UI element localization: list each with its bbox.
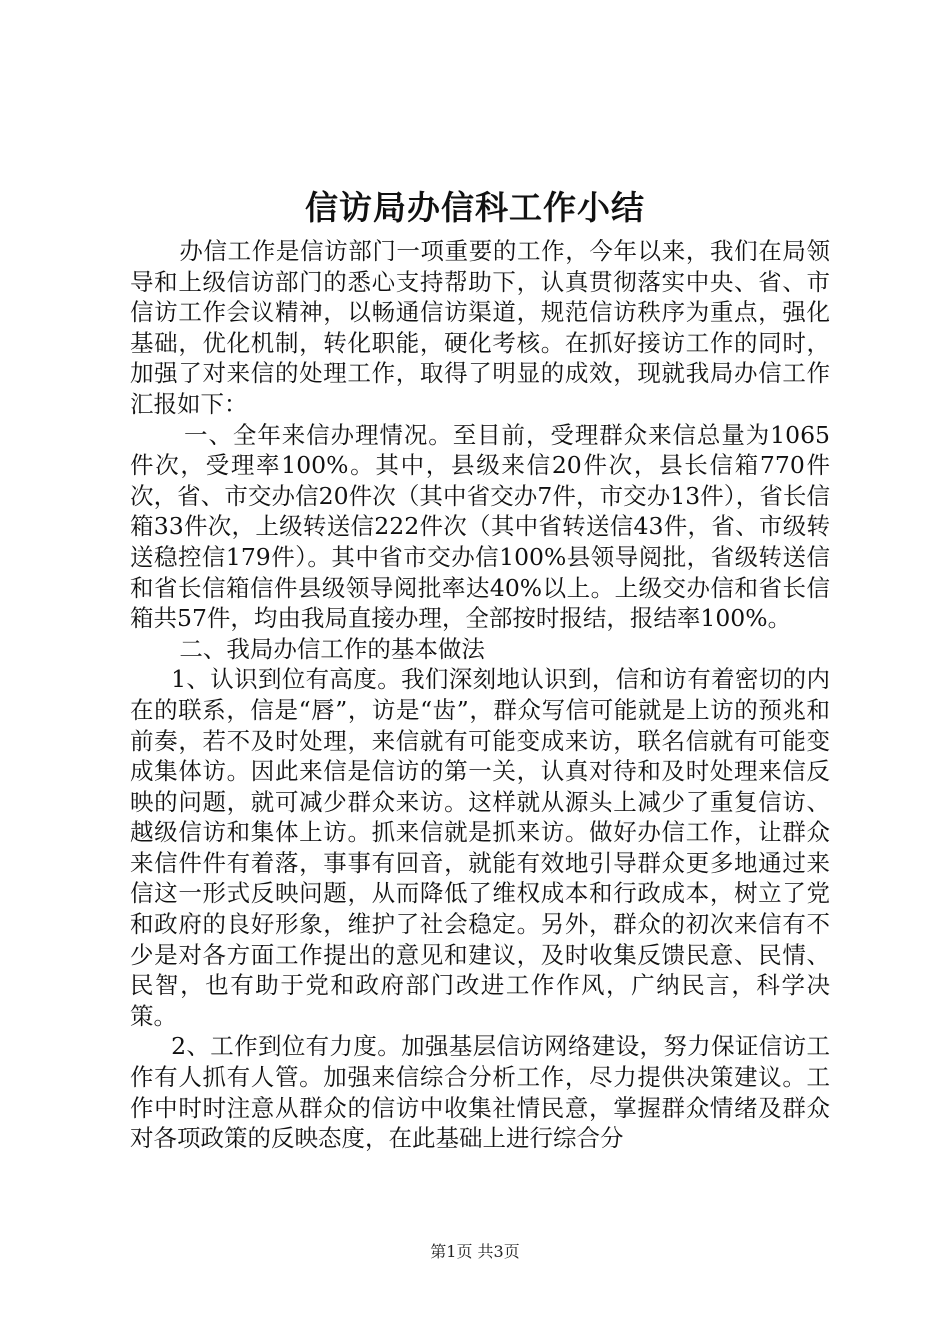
document-body [130, 236, 830, 1154]
paragraph-item-1: 1、认识到位有高度。我们深刻地认识到，信和访有着密切的内在的联系，信是“唇”，访是“齿”，群众写信可能就是上访的预兆和前奏，若不及时处理，来信就有可能变成来访，联名信就有可能变成集体访。因此来信是信访的第一关，认真对待和及时处理来信反映的问题，就可减少群众来访。这样就从源头上减少了重复信访、越级信访和集体上访。抓来信就是抓来访。做好办信工作，让群众来信件件有着落，事事有回音，就能有效地引导群众更多地通过来信这一形式反映问题，从而降低了维权成本和行政成本，树立了党和政府的良好形象，维护了社会稳定。另外，群众的初次来信有不少是对各方面工作提出的意见和建议，及时收集反馈民意、民情、民智，也有助于党和政府部门改进工作作风，广纳民言，科学决策。 [130, 665, 830, 1030]
paragraph-section-1: 一、全年来信办理情况。至目前，受理群众来信总量为1065件次，受理率100%。其中，县级来信20件次，县长信箱770件次，省、市交办信20件次（其中省交办7件，市交办13件），省长信箱33件次，上级转送信222件次（其中省转送信43件，省、市级转送稳控信179件）。其中省市交办信100%县领导阅批，省级转送信和省长信箱信件县级领导阅批率达40%以上。上级交办信和省长信箱共57件，均由我局直接办理，全部按时报结，报结率100%。 [130, 420, 830, 633]
paragraph-intro: 办信工作是信访部门一项重要的工作，今年以来，我们在局领导和上级信访部门的悉心支持帮助下，认真贯彻落实中央、省、市信访工作会议精神，以畅通信访渠道，规范信访秩序为重点，强化基础，优化机制，转化职能，硬化考核。在抓好接访工作的同时，加强了对来信的处理工作，取得了明显的成效，现就我局办信工作汇报如下： [130, 237, 830, 418]
document-title: 信访局办信科工作小结 [305, 188, 645, 227]
page-number-footer: 第1页 共3页 [430, 1242, 520, 1261]
paragraph-item-2: 2、工作到位有力度。加强基层信访网络建设，努力保证信访工作有人抓有人管。加强来信综合分析工作，尽力提供决策建议。工作中时时注意从群众的信访中收集社情民意，掌握群众情绪及群众对各项政策的反映态度，在此基础上进行综合分 [130, 1032, 830, 1153]
paragraph-section-2-heading: 二、我局办信工作的基本做法 [179, 634, 485, 663]
